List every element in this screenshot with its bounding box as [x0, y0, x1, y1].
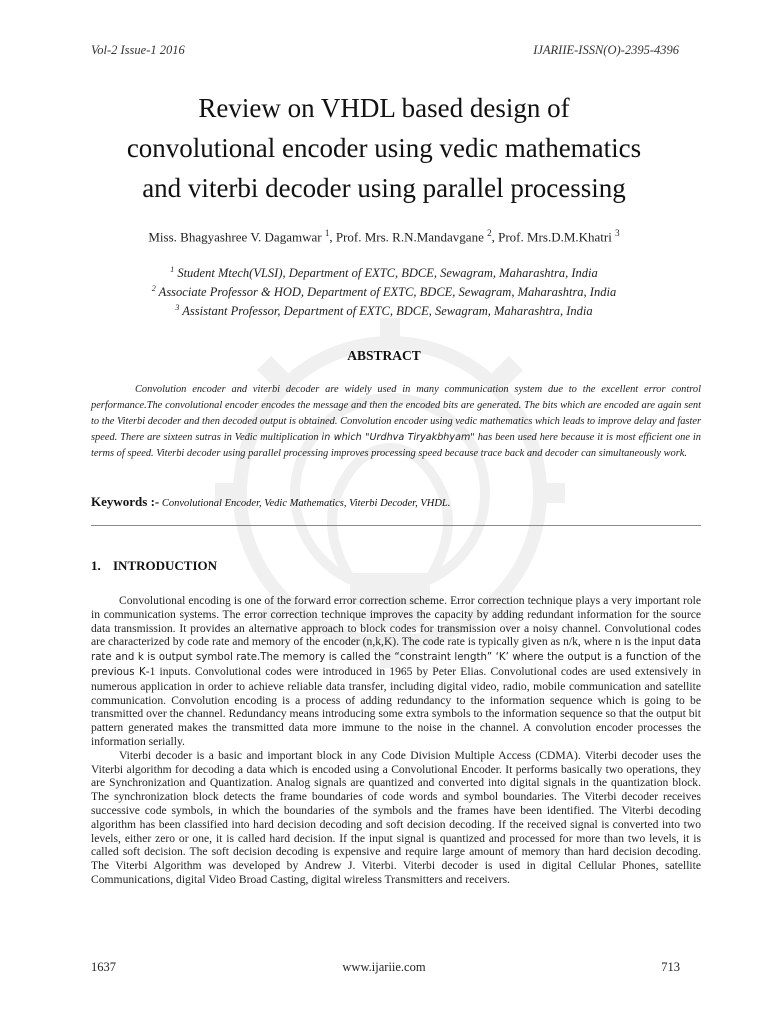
author-3-sup: 3	[615, 228, 620, 238]
paper-title	[60, 88, 708, 208]
journal-volume-header: Vol-2 Issue-1 2016	[91, 43, 185, 57]
author-2-sup: 2	[487, 228, 492, 238]
abstract-part-2: has been used here because it is most efficient one in terms of speed. Viterbi decoder using parallel processing improves processing speed because trace back and decoder can simultaneously work.	[91, 432, 702, 459]
abstract-heading: ABSTRACT	[347, 348, 421, 363]
affiliations	[60, 262, 708, 319]
paragraph-1-part-b: data rate and k is output symbol rate.The memory is called the “constraint length” ‘K’ where the output is a function of the previous K	[91, 637, 701, 678]
affiliation-1-text: Student Mtech(VLSI), Department of EXTC, BDCE, Sewagram, Maharashtra, India	[174, 266, 598, 281]
footer-paper-id: 1637	[91, 960, 116, 974]
title-line-2: convolutional encoder using vedic mathematics	[126, 133, 642, 163]
section-title: INTRODUCTION	[113, 558, 218, 573]
affiliation-2	[60, 281, 708, 300]
footer-page-number: 713	[661, 960, 680, 974]
journal-issn-header: IJARIIE-ISSN(O)-2395-4396	[533, 43, 679, 57]
author-list	[60, 228, 708, 245]
affiliation-3-sup: 3	[175, 303, 180, 313]
footer-website-link[interactable]: www.ijariie.com	[342, 960, 426, 974]
title-line-3: and viterbi decoder using parallel processing	[142, 173, 626, 203]
affiliation-2-sup: 2	[151, 284, 156, 294]
paragraph-2: Viterbi decoder is a basic and important block in any Code Division Multiple Access (CDMA). Viterbi decoder uses the Viterbi algorithm for decoding a data which is encoded using a Convolutional Encoder. It performs basically two operations, they are Synchronization and Quantization. Analog signals are quantized and converted into digital signals in the quantization block. The synchronization block detects the frame boundaries of code words and symbol boundaries. The Viterbi decoder receives successive code symbols, in which the boundaries of the symbols and the frames have been identified. The Viterbi decoding algorithm has been classified into hard decision decoding and soft decision decoding. If the received signal is converted into two levels, either zero or one, it is called hard decision. If the input signal is quantized and processed for more than two levels, it is called soft decision. The soft decision decoding is expensive and require large amount of memory than hard decision decoding. The Viterbi Algorithm was developed by Andrew J. Viterbi. Viterbi decoder is used in digital Cellular Phones, satellite Communications, digital Video Broad Casting, digital wireless Transmitters and receivers.	[91, 748, 701, 886]
keywords-value: Convolutional Encoder, Vedic Mathematics, Viterbi Decoder, VHDL.	[159, 498, 451, 509]
keywords	[91, 494, 450, 510]
paragraph-1-part-c: -1 inputs. Convolutional codes were introduced in 1965 by Peter Elias. Convolutional codes are used extensively in numerous application in order to achieve reliable data transfer, including digital video, radio, mobile communication and satellite communication. Convolution encoding is a process of adding redundancy to the information sequence which is going to be transmitted over the channel. Redundancy means introducing some extra symbols to the information sequence so that the output bit pattern generated makes the transmitted data more immune to the noise in the channel. A convolution encoder processes the information serially.	[91, 664, 701, 748]
section-number: 1.	[91, 558, 101, 573]
affiliation-1	[60, 262, 708, 281]
affiliation-2-text: Associate Professor & HOD, Department of EXTC, BDCE, Sewagram, Maharashtra, India	[155, 285, 617, 300]
paragraph-1	[91, 594, 701, 749]
abstract-sutra: in which "Urdhva Tiryakbhyam"	[321, 432, 475, 443]
author-3: , Prof. Mrs.D.M.Khatri	[491, 229, 616, 245]
abstract-body	[91, 382, 701, 462]
affiliation-1-sup: 1	[170, 265, 175, 274]
author-2: , Prof. Mrs. R.N.Mandavgane	[329, 229, 488, 245]
section-heading-introduction	[91, 558, 217, 574]
keywords-label: Keywords :-	[91, 494, 160, 509]
paragraph-1-part-a: Convolutional encoding is one of the forward error correction scheme. Error correction technique plays a very important role in communication systems. The error correction technique improves the capacity by adding redundant information for the source data transmission. It provides an alternative approach to block codes for transmission over a noisy channel. Convolutional codes are characterized by code rate and memory of the encoder (n,k,K). The code rate is typically given as n/k, where n is the input	[91, 594, 701, 649]
title-line-1: Review on VHDL based design of	[198, 93, 570, 123]
affiliation-3	[60, 300, 708, 319]
affiliation-3-text: Assistant Professor, Department of EXTC, BDCE, Sewagram, Maharashtra, India	[179, 304, 593, 319]
introduction-body	[91, 594, 701, 887]
abstract-part-1: Convolution encoder and viterbi decoder are widely used in many communication system due to the excellent error control performance.The convolutional encoder encodes the message and then the encoded bits are generated. The bits which are encoded are again sent to the Viterbi decoder and then decoded output is obtained. Convolution encoder using vedic mathematics which leads to improve delay and faster speed. There are sixteen sutras in Vedic multiplication	[91, 384, 701, 443]
author-1-sup: 1	[324, 228, 330, 238]
section-divider	[91, 525, 701, 526]
author-1: Miss. Bhagyashree V. Dagamwar	[148, 229, 325, 245]
